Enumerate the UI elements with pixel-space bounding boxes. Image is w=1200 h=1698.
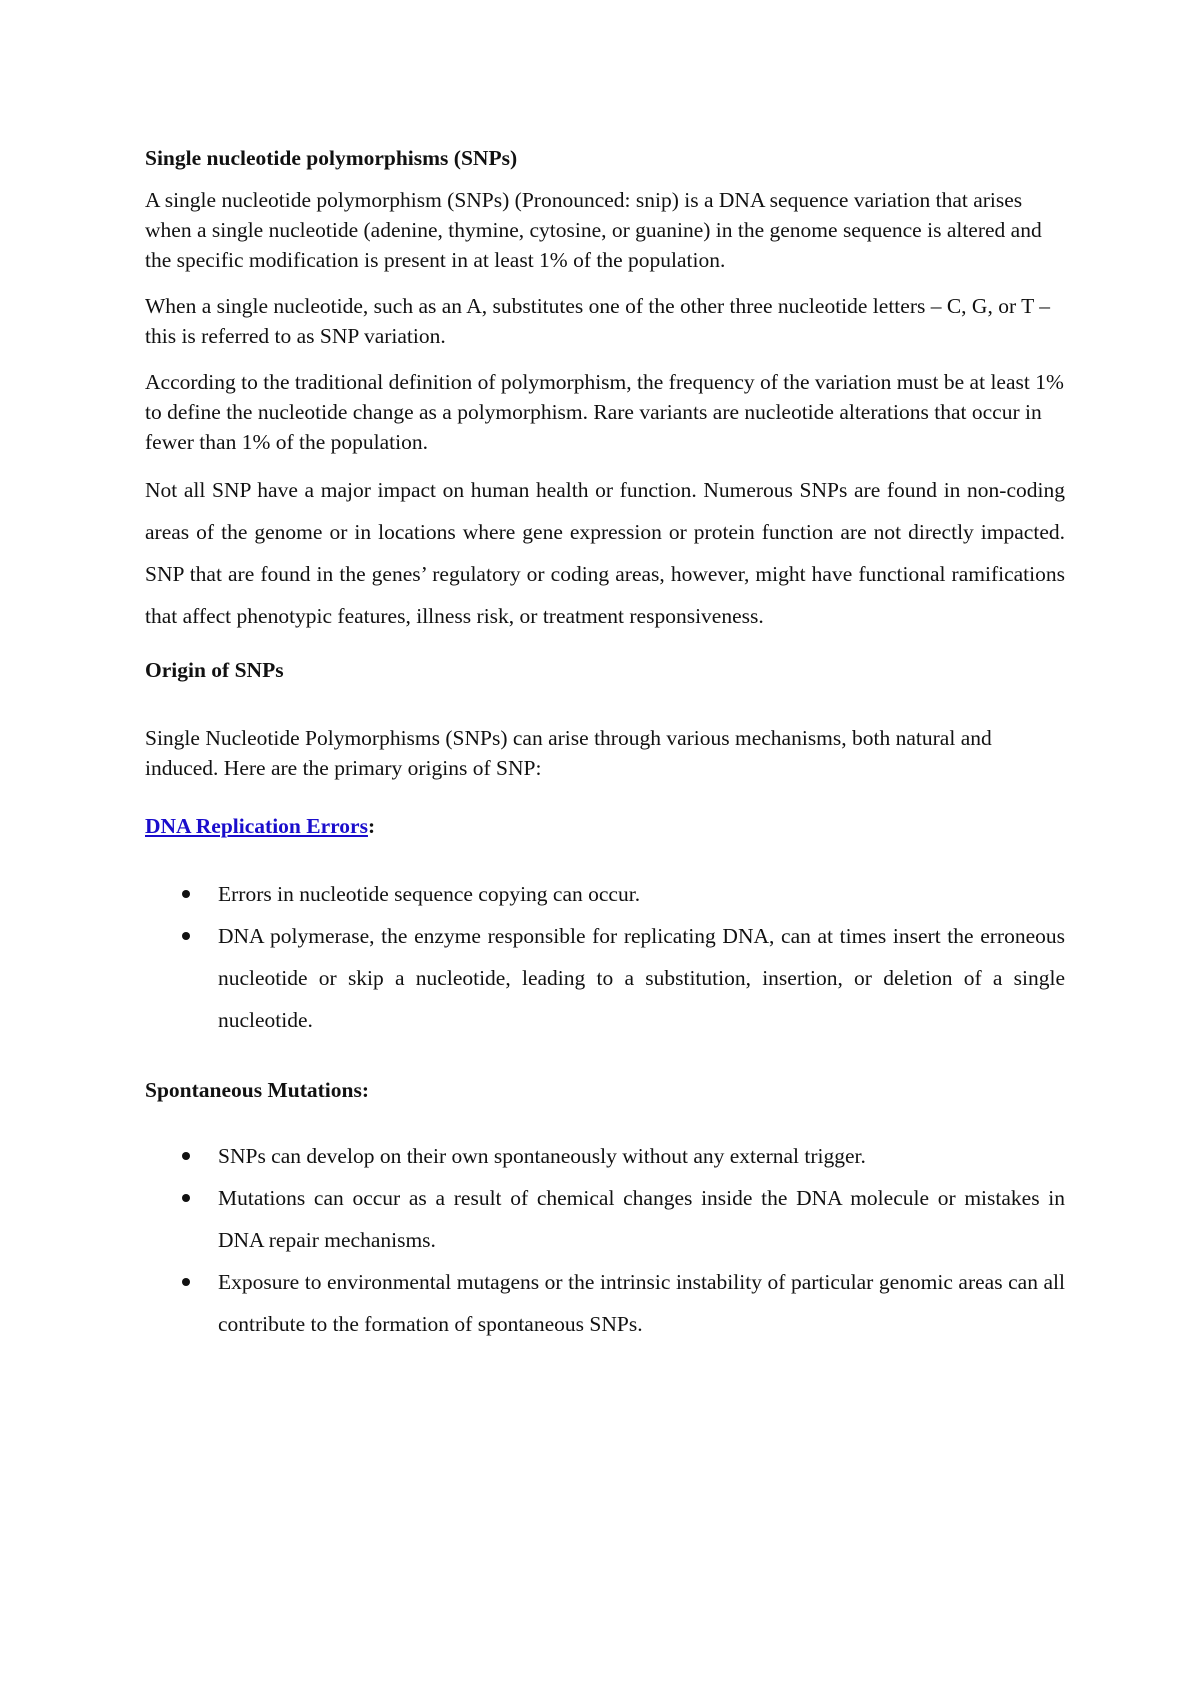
bullet-icon <box>182 932 190 940</box>
list-item-text: Errors in nucleotide sequence copying can occur. <box>218 882 641 906</box>
bullet-icon <box>182 890 190 898</box>
origin-intro: Single Nucleotide Polymorphisms (SNPs) can arise through various mechanisms, both natural and induced. Here are the primary origins of SNP: <box>145 726 992 780</box>
bullet-icon <box>182 1194 190 1202</box>
list-item <box>145 915 1065 1041</box>
list-item <box>145 1261 1065 1345</box>
page-title: Single nucleotide polymorphisms (SNPs) <box>145 146 518 170</box>
list-item-text: Mutations can occur as a result of chemical changes inside the DNA molecule or mistakes in DNA repair mechanisms. <box>218 1186 1065 1252</box>
bullet-icon <box>182 1152 190 1160</box>
paragraph-snp-variation: When a single nucleotide, such as an A, substitutes one of the other three nucleotide letters – C, G, or T – this is referred to as SNP variation. <box>145 294 1050 348</box>
list-item-text: SNPs can develop on their own spontaneously without any external trigger. <box>218 1144 866 1168</box>
paragraph-polymorphism-definition: According to the traditional definition of polymorphism, the frequency of the variation must be at least 1% to define the nucleotide change as a polymorphism. Rare variants are nucleotide alterations that occur in fewer than 1% of the population. <box>145 370 1064 454</box>
bullet-icon <box>182 1278 190 1286</box>
spontaneous-mutations-heading: Spontaneous Mutations: <box>145 1078 370 1102</box>
list-item-text: Exposure to environmental mutagens or the intrinsic instability of particular genomic areas can all contribute to the formation of spontaneous SNPs. <box>218 1270 1065 1336</box>
origin-heading: Origin of SNPs <box>145 658 284 682</box>
dna-replication-errors-link[interactable]: DNA Replication Errors <box>145 814 368 838</box>
dna-replication-heading <box>145 811 1065 841</box>
dna-replication-list <box>145 873 1065 1041</box>
list-item <box>145 1177 1065 1261</box>
paragraph-snp-impact: Not all SNP have a major impact on human health or function. Numerous SNPs are found in non-coding areas of the genome or in locations where gene expression or protein function are not directly impacted. SNP that are found in the genes’ regulatory or coding areas, however, might have functional ramifications that affect phenotypic features, illness risk, or treatment responsiveness. <box>145 478 1065 628</box>
list-item <box>145 873 1065 915</box>
list-item <box>145 1135 1065 1177</box>
paragraph-snp-definition: A single nucleotide polymorphism (SNPs) (Pronounced: snip) is a DNA sequence variation that arises when a single nucleotide (adenine, thymine, cytosine, or guanine) in the genome sequence is altered and the specific modification is present in at least 1% of the population. <box>145 188 1042 272</box>
dna-replication-heading-colon: : <box>367 814 376 838</box>
document-body <box>145 143 1065 1345</box>
spontaneous-mutations-list <box>145 1135 1065 1345</box>
list-item-text: DNA polymerase, the enzyme responsible for replicating DNA, can at times insert the erroneous nucleotide or skip a nucleotide, leading to a substitution, insertion, or deletion of a single nucleotide. <box>218 924 1065 1032</box>
